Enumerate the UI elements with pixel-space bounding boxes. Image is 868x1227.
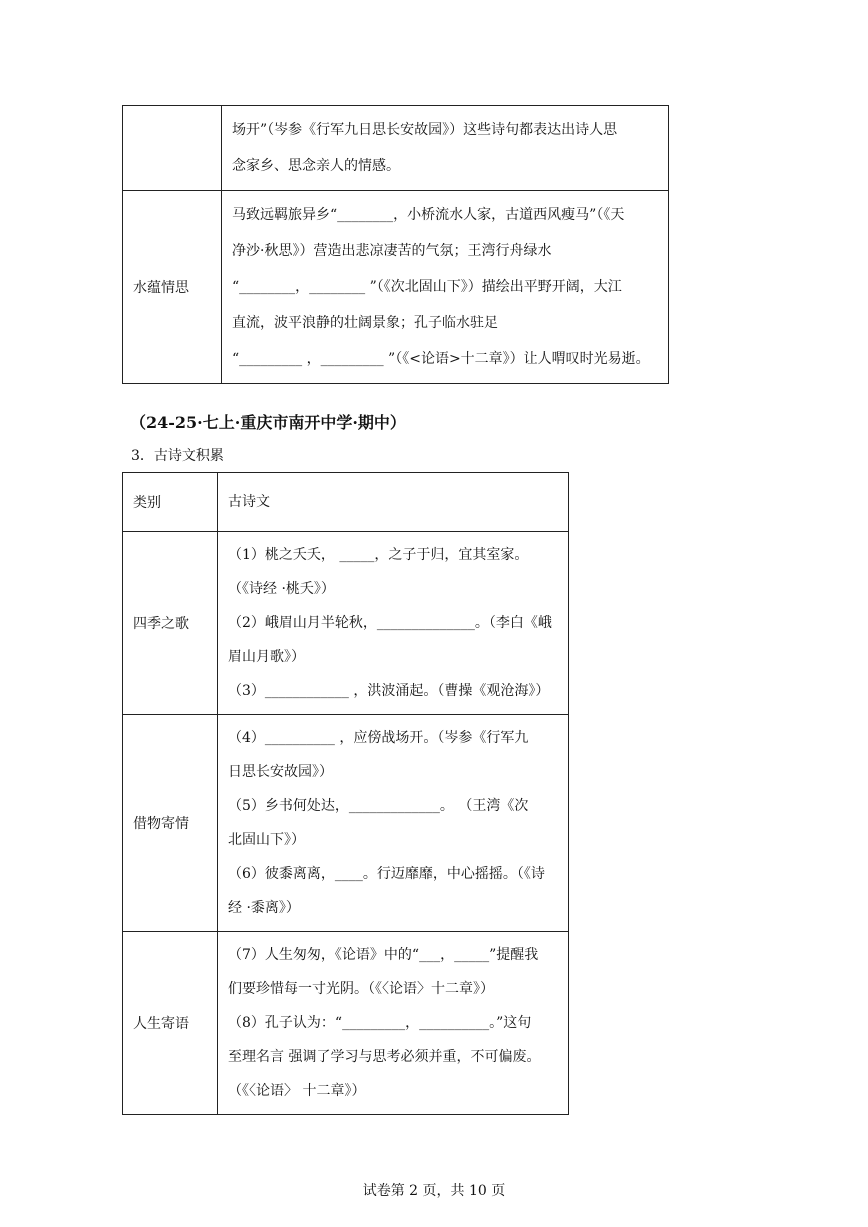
text-line: （2）峨眉山月半轮秋，______________。（李白《峨: [228, 615, 552, 631]
text-line: 场开”（岑参《行军九日思长安故园》）这些诗句都表达出诗人思: [232, 122, 618, 138]
text-line: 北固山下》）: [228, 832, 305, 848]
poetry-accumulation-table: [122, 472, 569, 1115]
text-line: （3）____________ ，洪波涌起。（曹操《观沧海》）: [228, 683, 550, 699]
table-row: [123, 191, 669, 384]
text-line: “________，________ ”（《次北固山下》）描绘出平野开阔，大江: [232, 279, 622, 295]
text-line: 直流，波平浪静的壮阔景象；孔子临水驻足: [232, 315, 498, 331]
text-line: 念家乡、思念亲人的情感。: [232, 158, 400, 174]
content-cell: [222, 106, 669, 191]
text-line: 日思长安故园》）: [228, 764, 333, 780]
text-line: 至理名言 强调了学习与思考必须并重，不可偏废。: [228, 1049, 541, 1065]
text-line: （《〈论语〉 十二章》）: [228, 1083, 366, 1099]
text-line: 经 ·黍离》）: [228, 900, 300, 916]
category-cell: 水蕴情思: [123, 191, 222, 384]
category-cell: 四季之歌: [123, 532, 218, 715]
table-header-row: [123, 473, 569, 532]
text-line: （6）彼黍离离，____。行迈靡靡，中心摇摇。（《诗: [228, 866, 545, 882]
text-line: （5）乡书何处达，_____________。 （王湾《次: [228, 798, 529, 814]
text-line: （8）孔子认为：“_________，__________。”这句: [228, 1015, 532, 1031]
content-cell: [218, 932, 569, 1115]
table-row: [123, 932, 569, 1115]
page-footer: 试卷第 2 页，共 10 页: [362, 1183, 506, 1199]
table-row: [123, 715, 569, 932]
section-heading: （24-25·七上·重庆市南开中学·期中）: [130, 413, 406, 432]
category-cell: 借物寄情: [123, 715, 218, 932]
text-line: 眉山月歌》）: [228, 649, 305, 665]
category-cell: 人生寄语: [123, 932, 218, 1115]
text-line: （7）人生匆匆，《论语》中的“___，_____”提醒我: [228, 947, 539, 963]
text-line: （4）__________ ，应傍战场开。（岑参《行军九: [228, 730, 529, 746]
content-cell: [222, 191, 669, 384]
question-label: 3．古诗文积累: [131, 448, 224, 464]
text-line: 净沙·秋思》）营造出悲凉凄苦的气氛；王湾行舟绿水: [232, 243, 552, 259]
text-line: 们要珍惜每一寸光阴。（《〈论语〉十二章》）: [228, 981, 494, 997]
text-line: （1）桃之夭夭， _____，之子于归，宜其室家。: [228, 547, 529, 563]
text-line: “_________ ，_________ ”（《<论语>十二章》）让人喟叹时光易逝。: [232, 351, 650, 367]
poetry-table-continued: [122, 105, 669, 384]
text-line: （《诗经 ·桃夭》）: [228, 581, 335, 597]
content-cell: [218, 532, 569, 715]
content-cell: [218, 715, 569, 932]
header-category: 类别: [123, 473, 218, 532]
text-line: 马致远羁旅异乡“________，小桥流水人家，古道西风瘦马”（《天: [232, 207, 625, 223]
table-row: [123, 532, 569, 715]
category-cell: [123, 106, 222, 191]
table-row: [123, 106, 669, 191]
header-poetry: 古诗文: [218, 473, 569, 532]
